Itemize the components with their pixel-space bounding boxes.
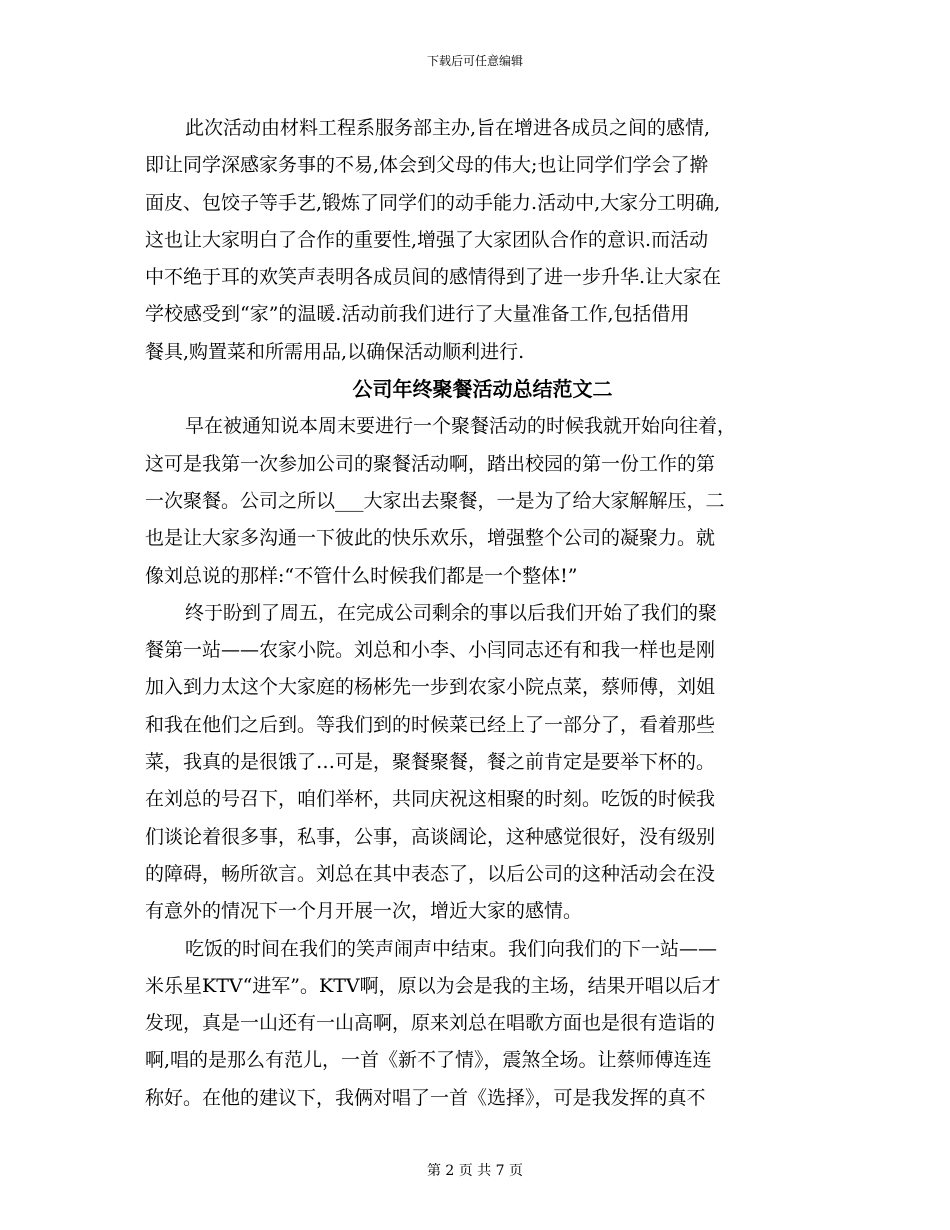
page-header: 下载后可任意编辑 [426, 54, 523, 68]
text-line: 菜，我真的是很饿了…可是，聚餐聚餐，餐之前肯定是要举下杯的。 [145, 751, 716, 774]
text-line: 发现，真是一山还有一山高啊，原来刘总在唱歌方面也是很有造诣的 [145, 1012, 716, 1035]
text-line: 米乐星KTV“进军”。KTV啊，原以为会是我的主场，结果开唱以后才 [145, 974, 721, 997]
text-line: 面皮、包饺子等手艺,锻炼了同学们的动手能力.活动中,大家分工明确, [145, 191, 721, 214]
section-title: 公司年终聚餐活动总结范文二 [352, 377, 613, 402]
text-line: 加入到力太这个大家庭的杨彬先一步到农家小院点菜，蔡师傅，刘姐 [145, 676, 716, 699]
text-line: 早在被通知说本周末要进行一个聚餐活动的时候我就开始向往着， [185, 415, 737, 438]
text-line: 学校感受到“家”的温暖.活动前我们进行了大量准备工作,包括借用 [145, 303, 690, 326]
text-line: 一次聚餐。公司之所以___大家出去聚餐，一是为了给大家解解压，二 [145, 489, 725, 512]
text-line: 此次活动由材料工程系服务部主办,旨在增进各成员之间的感情, [185, 117, 711, 139]
text-line: 有意外的情况下一个月开展一次，增近大家的感情。 [145, 900, 583, 923]
text-line: 中不绝于耳的欢笑声表明各成员间的感情得到了进一步升华.让大家在 [145, 266, 722, 289]
text-line: 餐第一站——农家小院。刘总和小李、小闫同志还有和我一样也是刚 [145, 639, 716, 662]
text-line: 们谈论着很多事，私事，公事，高谈阔论，这种感觉很好，没有级别 [145, 825, 716, 848]
text-line: 也是让大家多沟通一下彼此的快乐欢乐，增强整个公司的凝聚力。就 [145, 527, 716, 550]
text-line: 称好。在他的建议下，我俩对唱了一首《选择》，可是我发挥的真不 [145, 1086, 706, 1109]
page-footer: 第 2 页 共 7 页 [426, 1163, 524, 1179]
text-line: 吃饭的时间在我们的笑声闹声中结束。我们向我们的下一站—— [185, 937, 718, 960]
text-line: 像刘总说的那样:“不管什么时候我们都是一个整体!” [145, 564, 578, 587]
text-line: 即让同学深感家务事的不易,体会到父母的伟大;也让同学们学会了擀 [145, 154, 709, 177]
text-line: 这可是我第一次参加公司的聚餐活动啊，踏出校园的第一份工作的第 [145, 452, 716, 475]
text-line: 这也让大家明白了合作的重要性,增强了大家团队合作的意识.而活动 [145, 228, 709, 251]
text-line: 在刘总的号召下，咱们举杯，共同庆祝这相聚的时刻。吃饭的时候我 [145, 788, 716, 811]
text-line: 和我在他们之后到。等我们到的时候菜已经上了一部分了，看着那些 [145, 713, 716, 736]
text-line: 啊,唱的是那么有范儿，一首《新不了情》，震煞全场。让蔡师傅连连 [145, 1049, 712, 1072]
document-body [145, 110, 820, 1117]
text-line: 餐具,购置菜和所需用品,以确保活动顺利进行. [145, 340, 525, 363]
text-line: 的障碍，畅所欲言。刘总在其中表态了，以后公司的这种活动会在没 [145, 862, 716, 885]
text-line: 终于盼到了周五，在完成公司剩余的事以后我们开始了我们的聚 [185, 601, 718, 624]
